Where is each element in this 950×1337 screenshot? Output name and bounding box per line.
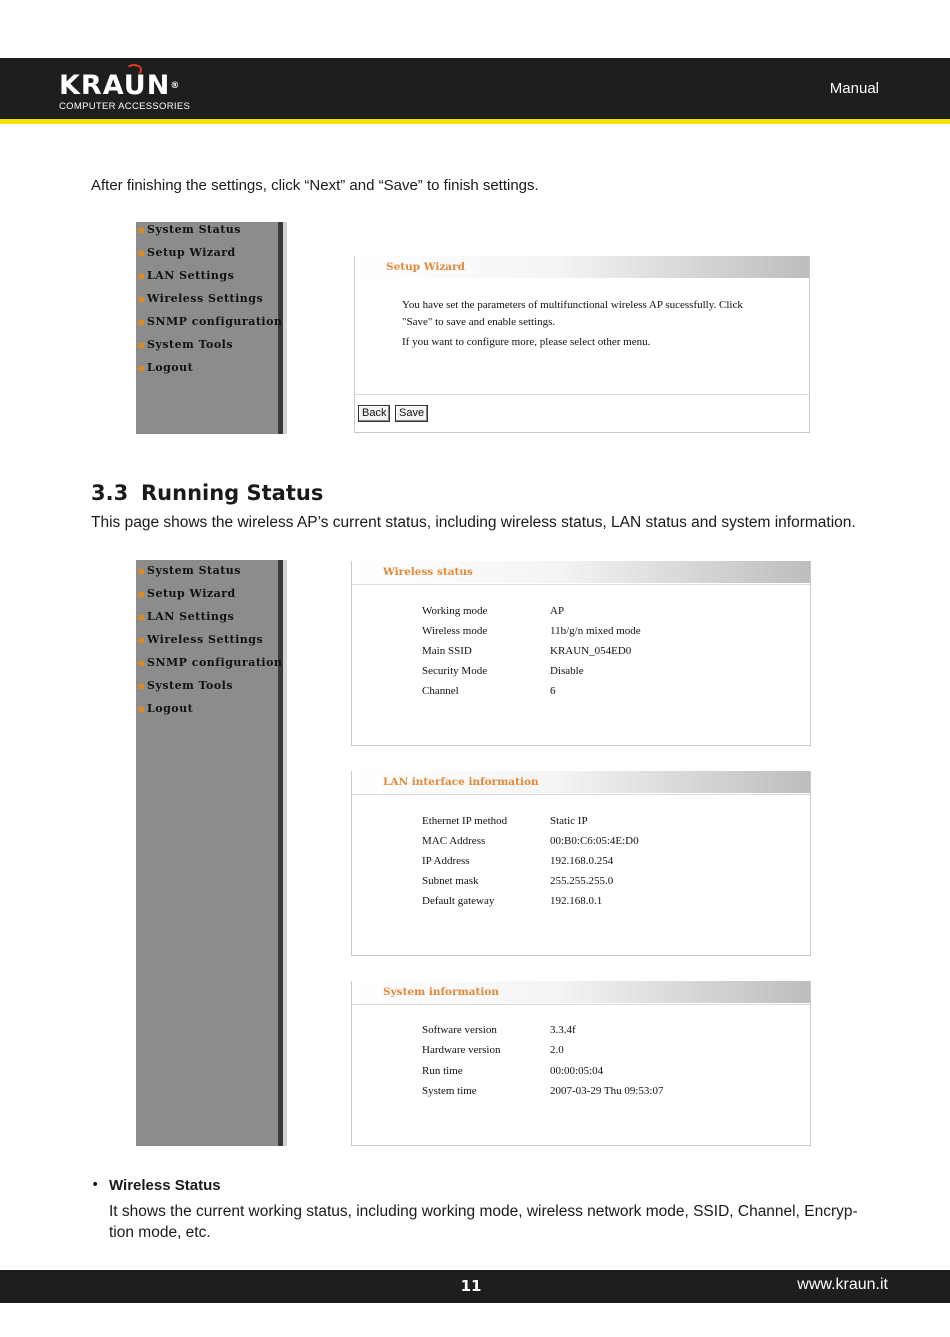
panel-title: Setup Wizard [386, 261, 465, 273]
row-label: Hardware version [422, 1044, 501, 1056]
panel-separator [352, 1004, 810, 1005]
bullet-icon [139, 592, 144, 597]
running-status-screenshot [136, 560, 810, 1146]
sidebar-item-logout[interactable]: Logout [139, 361, 282, 384]
sidebar-menu [139, 564, 282, 725]
row-label: Run time [422, 1065, 463, 1077]
sidebar-item-snmp-configuration[interactable]: SNMP configuration [139, 656, 282, 679]
brand-tagline: COMPUTER ACCESSORIES [59, 101, 191, 112]
row-value: 2.0 [550, 1044, 564, 1056]
wizard-message-line-2: "Save" to save and enable settings. [402, 316, 556, 328]
panel-title: Wireless status [383, 566, 473, 578]
sidebar-item-lan-settings[interactable]: LAN Settings [139, 610, 282, 633]
panel-title: System information [383, 986, 499, 998]
row-value: Disable [550, 665, 584, 677]
row-label: Subnet mask [422, 875, 479, 887]
bullet-body: It shows the current working status, including working mode, wireless network mode, SSID, Channel, Encryp-tion mode, etc. [109, 1203, 858, 1241]
section-number: 3.3 [91, 481, 129, 505]
row-label: Ethernet IP method [422, 815, 508, 827]
row-label: Working mode [422, 605, 488, 617]
section-title: Running Status [141, 481, 324, 505]
panel-header [352, 981, 810, 1003]
panel-header [352, 561, 810, 583]
sidebar-divider-light [283, 560, 287, 1146]
doc-label: Manual [829, 80, 879, 97]
bullet-icon [139, 274, 144, 279]
back-button[interactable]: Back [358, 405, 390, 422]
bullet-icon [139, 569, 144, 574]
bullet-icon [139, 615, 144, 620]
sidebar-item-wireless-settings[interactable]: Wireless Settings [139, 633, 282, 656]
row-value: 255.255.255.0 [550, 875, 614, 887]
row-value: 192.168.0.254 [550, 855, 614, 867]
row-label: Wireless mode [422, 625, 488, 637]
brand-name: KRAUN [59, 70, 171, 101]
sidebar-item-setup-wizard[interactable]: Setup Wizard [139, 246, 282, 269]
row-label: Software version [422, 1024, 497, 1036]
panel-title: LAN interface information [383, 776, 539, 788]
panel-header [352, 771, 810, 793]
page-number: 11 [460, 1277, 482, 1295]
row-label: Default gateway [422, 895, 495, 907]
row-value: 00:B0:C6:05:4E:D0 [550, 835, 639, 847]
header-accent-stripe [0, 119, 950, 124]
wizard-message-line-1: You have set the parameters of multifunctional wireless AP sucessfully. Click [402, 299, 743, 311]
bullet-title: Wireless Status [109, 1177, 221, 1194]
row-value: 2007-03-29 Thu 09:53:07 [550, 1085, 664, 1097]
bullet-icon [139, 228, 144, 233]
section-description: This page shows the wireless AP’s current status, including wireless status, LAN status and system information. [91, 514, 856, 531]
panel-separator [352, 794, 810, 795]
bullet-icon [139, 366, 144, 371]
bullet-icon [139, 684, 144, 689]
sidebar-item-snmp-configuration[interactable]: SNMP configuration [139, 315, 282, 338]
sidebar-item-lan-settings[interactable]: LAN Settings [139, 269, 282, 292]
row-value: 3.3.4f [550, 1024, 576, 1036]
bullet-icon [139, 320, 144, 325]
row-label: Main SSID [422, 645, 472, 657]
save-button[interactable]: Save [395, 405, 428, 422]
bullet-icon [139, 251, 144, 256]
sidebar-item-logout[interactable]: Logout [139, 702, 282, 725]
bullet-icon [139, 343, 144, 348]
row-value: 00:00:05:04 [550, 1065, 604, 1077]
brand-logo [59, 72, 190, 112]
row-value: 11b/g/n mixed mode [550, 625, 641, 637]
setup-wizard-screenshot [136, 222, 810, 434]
setup-wizard-panel [354, 256, 810, 433]
row-label: Security Mode [422, 665, 488, 677]
website-link[interactable]: www.kraun.it [797, 1276, 888, 1293]
wizard-message-line-3: If you want to configure more, please select other menu. [402, 336, 651, 348]
row-value: KRAUN_054ED0 [550, 645, 632, 657]
registered-mark: ® [170, 81, 181, 91]
sidebar-item-setup-wizard[interactable]: Setup Wizard [139, 587, 282, 610]
sidebar-item-system-status[interactable]: System Status [139, 564, 282, 587]
bullet-icon [139, 297, 144, 302]
system-info-panel [351, 981, 811, 1146]
sidebar-item-system-tools[interactable]: System Tools [139, 679, 282, 702]
panel-separator [352, 584, 810, 585]
bullet-icon [139, 661, 144, 666]
panel-separator [355, 394, 809, 395]
sidebar-item-wireless-settings[interactable]: Wireless Settings [139, 292, 282, 315]
intro-text: After finishing the settings, click “Next” and “Save” to finish settings. [91, 177, 539, 194]
panel-header [355, 256, 809, 278]
row-value: 6 [550, 685, 556, 697]
sidebar-divider-light [283, 222, 287, 434]
bullet-icon: • [91, 1177, 100, 1193]
row-value: 192.168.0.1 [550, 895, 603, 907]
bullet-icon [139, 638, 144, 643]
sidebar-menu [139, 223, 282, 384]
row-label: IP Address [422, 855, 470, 867]
sidebar-item-system-status[interactable]: System Status [139, 223, 282, 246]
bullet-icon [139, 707, 144, 712]
sidebar-item-system-tools[interactable]: System Tools [139, 338, 282, 361]
row-label: Channel [422, 685, 459, 697]
row-value: Static IP [550, 815, 588, 827]
row-value: AP [550, 605, 565, 617]
lan-info-panel [351, 771, 811, 956]
row-label: System time [422, 1085, 477, 1097]
wireless-status-panel [351, 561, 811, 746]
row-label: MAC Address [422, 835, 486, 847]
